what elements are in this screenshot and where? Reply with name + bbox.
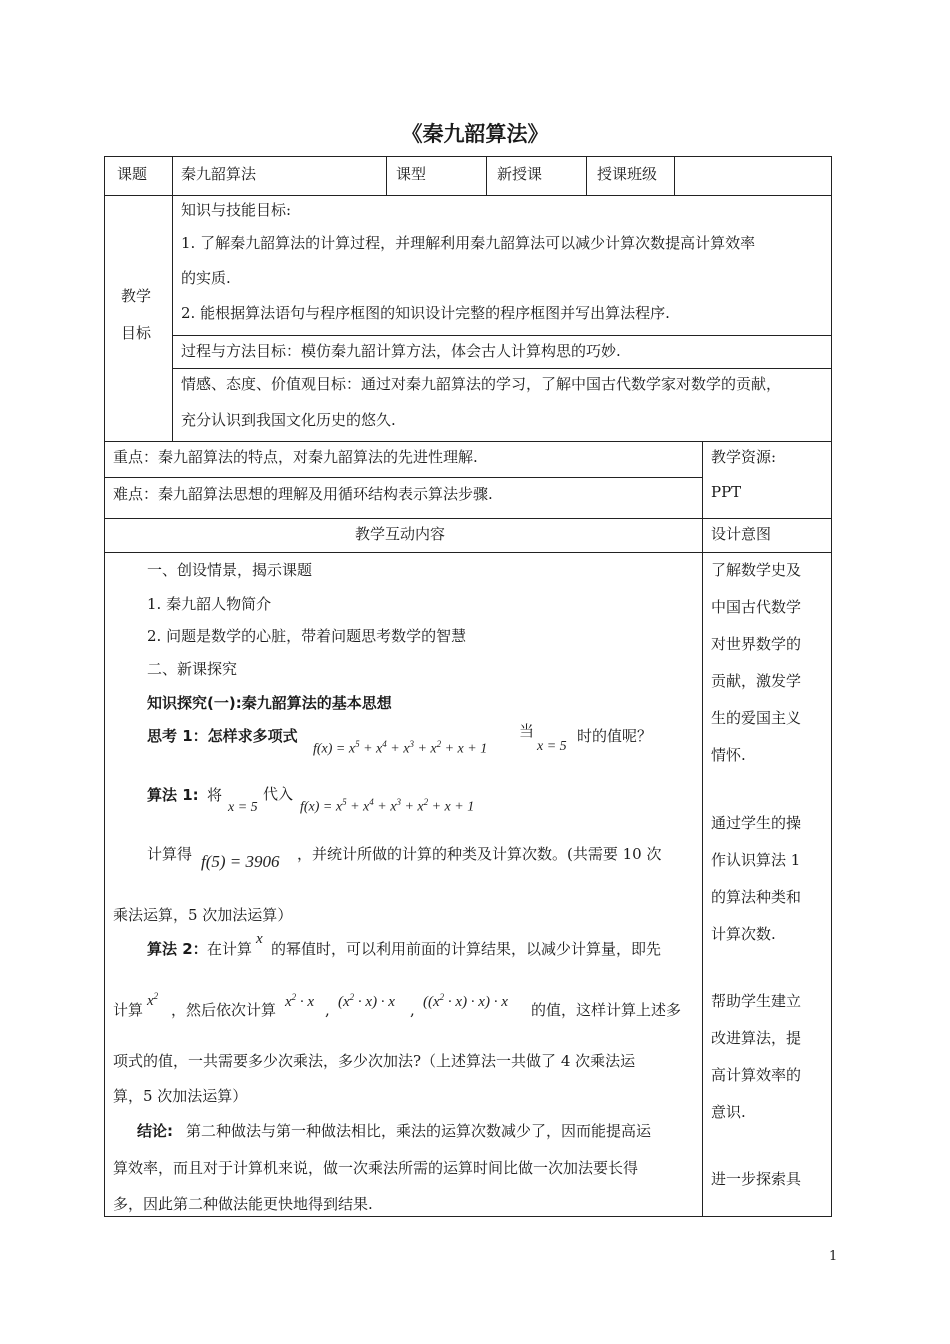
emotion-goal: 情感、态度、价值观目标：通过对秦九韶算法的学习，了解中国古代数学家对数学的贡献， bbox=[181, 375, 782, 393]
page-number: 1 bbox=[829, 1249, 838, 1264]
content-line: 1. 秦九韶人物简介 bbox=[147, 595, 272, 613]
algorithm-2-text: 的幂值时，可以利用前面的计算结果，以减少计算量，即先 bbox=[271, 940, 662, 958]
intent-line: 高计算效率的 bbox=[711, 1066, 802, 1084]
rule bbox=[104, 195, 832, 196]
process-goal: 过程与方法目标：模仿秦九韶计算方法，体会古人计算构思的巧妙. bbox=[181, 342, 621, 360]
knowledge-item-1-cont: 的实质. bbox=[181, 269, 231, 287]
intent-line: 帮助学生建立 bbox=[711, 992, 802, 1010]
expr-3: $((x^2 \cdot x) \cdot x) \cdot x$ bbox=[423, 992, 508, 1010]
intent-line: 作认识算法 1 bbox=[711, 851, 801, 869]
header-topic-label: 课题 bbox=[117, 165, 148, 183]
x-equals-5: x = 5 bbox=[537, 739, 567, 754]
algorithm-2-text: 在计算 bbox=[207, 940, 253, 958]
intent-line: 了解数学史及 bbox=[711, 561, 802, 579]
intent-line: 中国古代数学 bbox=[711, 598, 802, 616]
f5-result: f(5) = 3906 bbox=[201, 852, 280, 871]
algorithm-2-text: 的值，这样计算上述多 bbox=[531, 1001, 682, 1019]
rule bbox=[104, 477, 702, 478]
header-topic-value: 秦九韶算法 bbox=[181, 165, 257, 183]
key-point: 重点：秦九韶算法的特点，对秦九韶算法的先进性理解. bbox=[113, 448, 478, 466]
intent-line: 生的爱国主义 bbox=[711, 709, 802, 727]
page-title: 《秦九韶算法》 bbox=[401, 122, 549, 146]
content-header: 教学互动内容 bbox=[355, 525, 446, 543]
conclusion-text: 算效率，而且对于计算机来说，做一次乘法所需的运算时间比做一次加法要长得 bbox=[113, 1159, 639, 1177]
algorithm-2-text: ，然后依次计算 bbox=[171, 1001, 277, 1019]
section-heading: 知识探究(一):秦九韶算法的基本思想 bbox=[147, 694, 392, 712]
rule bbox=[486, 156, 487, 196]
x-equals-5: x = 5 bbox=[228, 800, 258, 815]
calc-text: 计算得 bbox=[147, 845, 193, 863]
rule bbox=[702, 441, 703, 1217]
polynomial-formula: $f(x) = x^5 + x^4 + x^3 + x^2 + x + 1$ bbox=[313, 739, 488, 757]
rule bbox=[104, 441, 832, 442]
x-squared: $x^2$ bbox=[147, 991, 159, 1009]
intent-line: 改进算法，提 bbox=[711, 1029, 802, 1047]
expr-1: $x^2 \cdot x$ bbox=[285, 992, 315, 1010]
intent-line: 的算法种类和 bbox=[711, 888, 802, 906]
difficulty: 难点：秦九韶算法思想的理解及用循环结构表示算法步骤. bbox=[113, 485, 493, 503]
algorithm-2-text: 算，5 次加法运算） bbox=[113, 1087, 248, 1105]
intent-line: 贡献，激发学 bbox=[711, 672, 802, 690]
algorithm-1-text: 代入 bbox=[263, 785, 294, 803]
expr-2: $(x^2 \cdot x) \cdot x$ bbox=[338, 992, 395, 1010]
conclusion-text: 多，因此第二种做法能更快地得到结果. bbox=[113, 1195, 373, 1213]
goals-label-line2: 目标 bbox=[121, 324, 152, 342]
rule bbox=[104, 518, 832, 519]
intent-line: 情怀. bbox=[711, 746, 746, 764]
rule bbox=[586, 156, 587, 196]
header-class-label: 授课班级 bbox=[597, 165, 658, 183]
comma: , bbox=[410, 1001, 415, 1019]
polynomial-formula: $f(x) = x^5 + x^4 + x^3 + x^2 + x + 1$ bbox=[300, 797, 475, 815]
content-line: 二、新课探究 bbox=[147, 660, 238, 678]
content-line: 2. 问题是数学的心脏，带着问题思考数学的智慧 bbox=[147, 627, 467, 645]
rule bbox=[172, 368, 832, 369]
resources-value: PPT bbox=[711, 483, 742, 501]
algorithm-2-label: 算法 2： bbox=[147, 940, 208, 958]
intent-line: 进一步探索具 bbox=[711, 1170, 802, 1188]
algorithm-1-text: 将 bbox=[207, 786, 223, 804]
intent-line: 意识. bbox=[711, 1103, 746, 1121]
header-type-label: 课型 bbox=[396, 165, 427, 183]
comma: , bbox=[325, 1001, 330, 1019]
intent-line: 通过学生的操 bbox=[711, 814, 802, 832]
rule bbox=[674, 156, 675, 196]
rule bbox=[104, 1216, 832, 1217]
emotion-goal-cont: 充分认识到我国文化历史的悠久. bbox=[181, 411, 396, 429]
rule bbox=[386, 156, 387, 196]
think-when: 当 bbox=[519, 722, 535, 740]
conclusion-text: 第二种做法与第一种做法相比，乘法的运算次数减少了，因而能提高运 bbox=[186, 1122, 652, 1140]
rule bbox=[831, 156, 832, 1217]
rule bbox=[104, 156, 832, 157]
algorithm-2-text: 项式的值，一共需要多少次乘法，多少次加法?（上述算法一共做了 4 次乘法运 bbox=[113, 1052, 636, 1070]
intent-header: 设计意图 bbox=[711, 525, 772, 543]
knowledge-item-1: 1. 了解秦九韶算法的计算过程，并理解利用秦九韶算法可以减少计算次数提高计算效率 bbox=[181, 234, 756, 252]
rule bbox=[104, 552, 832, 553]
content-line: 一、创设情景，揭示课题 bbox=[147, 561, 313, 579]
knowledge-title: 知识与技能目标: bbox=[181, 201, 292, 219]
rule bbox=[104, 156, 105, 1217]
algorithm-2-text: 计算 bbox=[113, 1001, 144, 1019]
header-type-value: 新授课 bbox=[497, 165, 543, 183]
resources-label: 教学资源: bbox=[711, 448, 777, 466]
knowledge-item-2: 2. 能根据算法语句与程序框图的知识设计完整的程序框图并写出算法程序. bbox=[181, 304, 670, 322]
rule bbox=[172, 156, 173, 442]
rule bbox=[172, 335, 832, 336]
algorithm-1-label: 算法 1: bbox=[147, 786, 199, 804]
calc-text: 乘法运算，5 次加法运算） bbox=[113, 906, 293, 924]
goals-label-line1: 教学 bbox=[121, 287, 152, 305]
intent-line: 计算次数. bbox=[711, 925, 776, 943]
think-label: 思考 1：怎样求多项式 bbox=[147, 727, 298, 745]
intent-line: 对世界数学的 bbox=[711, 635, 802, 653]
x-variable: x bbox=[256, 931, 263, 947]
conclusion-label: 结论: bbox=[137, 1122, 173, 1140]
calc-text: ，并统计所做的计算的种类及计算次数。(共需要 10 次 bbox=[297, 845, 662, 863]
think-tail: 时的值呢？ bbox=[577, 727, 653, 745]
